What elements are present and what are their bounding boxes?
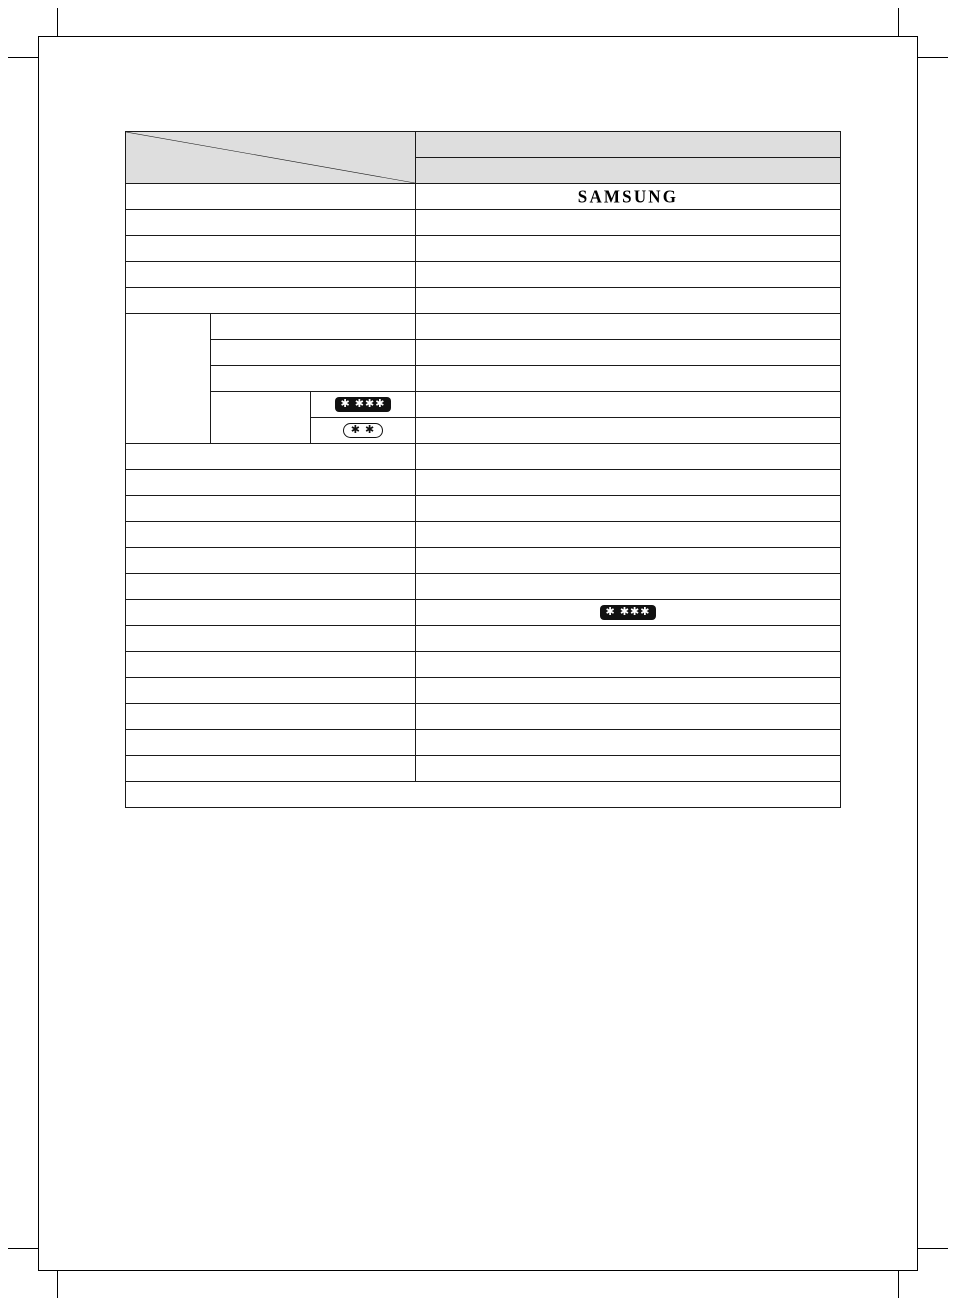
- row-label: [126, 548, 416, 574]
- diagonal-divider-icon: [126, 132, 415, 183]
- row-value: [416, 574, 841, 600]
- group-sub-value: [416, 366, 841, 392]
- crop-mark-right-top: [918, 57, 948, 58]
- row-value: [416, 652, 841, 678]
- row-label: [126, 678, 416, 704]
- row-value: [416, 626, 841, 652]
- table-row: [126, 262, 841, 288]
- row-label: [126, 470, 416, 496]
- table-row: [126, 730, 841, 756]
- brand-cell: [416, 184, 841, 210]
- table-row: [126, 626, 841, 652]
- row-label: [126, 704, 416, 730]
- group-row: [126, 340, 841, 366]
- row-value: [416, 678, 841, 704]
- row-value: [416, 210, 841, 236]
- row-value: [416, 444, 841, 470]
- table-row: [126, 444, 841, 470]
- table-row: [126, 574, 841, 600]
- table-row: [126, 756, 841, 782]
- specification-table: [125, 131, 841, 808]
- group-row: [126, 314, 841, 340]
- row-value: [416, 262, 841, 288]
- group-label-cell: [126, 314, 211, 444]
- crop-mark-left-bottom: [8, 1248, 38, 1249]
- footnote-row: [126, 782, 841, 808]
- row-value: [416, 496, 841, 522]
- table-row: [126, 496, 841, 522]
- row-label: [126, 210, 416, 236]
- row-value: [416, 470, 841, 496]
- group-sub-value: [416, 314, 841, 340]
- row-label: [126, 652, 416, 678]
- rating-badge-cell-4star: [311, 392, 416, 418]
- star-rating-badge-2: ✱ ✱: [343, 423, 384, 438]
- row-label: [126, 574, 416, 600]
- table-row: [126, 288, 841, 314]
- row-value: [416, 704, 841, 730]
- crop-mark-bottom-right: [898, 1268, 899, 1298]
- row-value: [416, 756, 841, 782]
- row-badge-cell: [416, 600, 841, 626]
- crop-mark-top-right: [898, 8, 899, 38]
- crop-mark-left-top: [8, 57, 38, 58]
- group-sub-label: [211, 314, 416, 340]
- table-row: [126, 652, 841, 678]
- header-diagonal-cell: [126, 132, 416, 184]
- table-row: [126, 548, 841, 574]
- row-label: [126, 600, 416, 626]
- row-value: [416, 548, 841, 574]
- row-label: [126, 444, 416, 470]
- table-row: [126, 210, 841, 236]
- row-value: [416, 730, 841, 756]
- crop-mark-bottom-left: [57, 1268, 58, 1298]
- table-row: [126, 236, 841, 262]
- group-sub-label: [211, 340, 416, 366]
- rating-badge-cell-2star: [311, 418, 416, 444]
- samsung-logo: SAMSUNG: [577, 186, 679, 207]
- group-sub-label: [211, 366, 416, 392]
- row-label: [126, 236, 416, 262]
- rating-value: [416, 392, 841, 418]
- table-row-with-badge: [126, 600, 841, 626]
- rating-row: [126, 392, 841, 418]
- row-label: [126, 522, 416, 548]
- brand-row-label: [126, 184, 416, 210]
- crop-mark-top-left: [57, 8, 58, 38]
- footnote-cell: [126, 782, 841, 808]
- crop-mark-right-bottom: [918, 1248, 948, 1249]
- row-value: [416, 236, 841, 262]
- table-row: [126, 704, 841, 730]
- brand-row: [126, 184, 841, 210]
- table-row: [126, 470, 841, 496]
- row-label: [126, 262, 416, 288]
- header-top-right-cell: [416, 132, 841, 158]
- row-label: [126, 626, 416, 652]
- row-value: [416, 522, 841, 548]
- row-label: [126, 730, 416, 756]
- table-row: [126, 522, 841, 548]
- table-header-row: [126, 132, 841, 158]
- star-rating-badge-4: ✱ ✱✱✱: [335, 397, 392, 412]
- rating-group-label: [211, 392, 311, 444]
- header-sub-right-cell: [416, 158, 841, 184]
- group-sub-value: [416, 340, 841, 366]
- star-rating-badge-4-inline: ✱ ✱✱✱: [600, 605, 657, 620]
- row-label: [126, 756, 416, 782]
- row-label: [126, 496, 416, 522]
- rating-value: [416, 418, 841, 444]
- table-row: [126, 678, 841, 704]
- row-value: [416, 288, 841, 314]
- row-label: [126, 288, 416, 314]
- group-row: [126, 366, 841, 392]
